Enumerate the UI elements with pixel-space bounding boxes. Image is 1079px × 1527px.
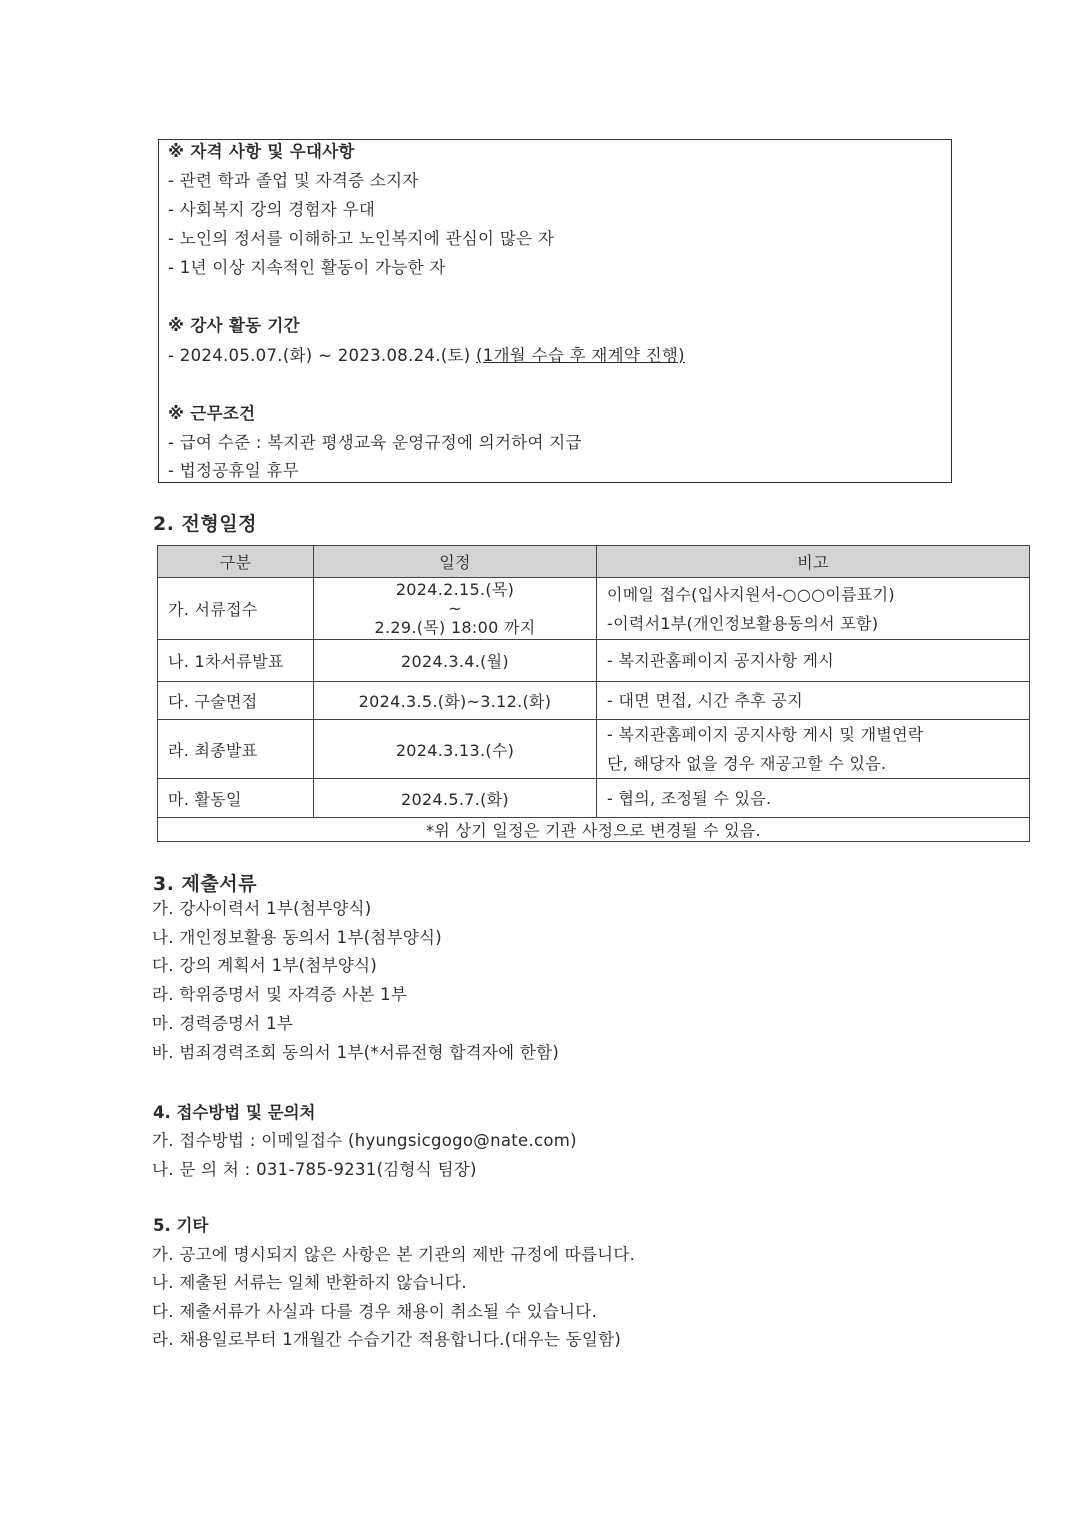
row-note-line: - 복지관홈페이지 공지사항 게시 및 개별연락	[607, 725, 924, 744]
table-header-row	[158, 546, 1030, 578]
schedule-table	[157, 545, 1030, 842]
period-heading: ※ 강사 활동 기간	[168, 316, 300, 335]
table-row	[158, 779, 1030, 818]
row-date: 2024.5.7.(화)	[314, 779, 597, 818]
document-item: 라. 학위증명서 및 자격증 사본 1부	[152, 985, 408, 1004]
etc-item: 라. 채용일로부터 1개월간 수습기간 적용합니다.(대우는 동일함)	[152, 1330, 622, 1349]
row-note: - 대면 면접, 시간 추후 공지	[597, 682, 1030, 720]
row-date: 2024.3.13.(수)	[314, 720, 597, 779]
table-row	[158, 640, 1030, 682]
schedule-footnote: *위 상기 일정은 기관 사정으로 변경될 수 있음.	[158, 818, 1030, 842]
work-heading: ※ 근무조건	[168, 404, 256, 423]
row-date: 2024.3.4.(월)	[314, 640, 597, 682]
row-date-line: 2024.2.15.(목)	[395, 580, 515, 599]
row-note: - 협의, 조정될 수 있음.	[597, 779, 1030, 818]
row-category: 마. 활동일	[158, 779, 314, 818]
qualification-item: - 노인의 정서를 이해하고 노인복지에 관심이 많은 자	[168, 229, 555, 248]
row-note	[597, 578, 1030, 640]
qualification-heading: ※ 자격 사항 및 우대사항	[168, 142, 355, 161]
row-category: 다. 구술면접	[158, 682, 314, 720]
row-note-line: 단, 해당자 없을 경우 재공고할 수 있음.	[607, 754, 887, 773]
header-date: 일정	[314, 546, 597, 578]
header-note: 비고	[597, 546, 1030, 578]
row-category: 라. 최종발표	[158, 720, 314, 779]
contact-title: 4. 접수방법 및 문의처	[153, 1103, 316, 1122]
contact-item: 가. 접수방법 : 이메일접수 (hyungsicgogo@nate.com)	[152, 1131, 577, 1150]
row-note: - 복지관홈페이지 공지사항 게시	[597, 640, 1030, 682]
row-date-line: 2.29.(목) 18:00 까지	[374, 618, 536, 637]
work-item: - 법정공휴일 휴무	[168, 461, 300, 480]
qualification-item: - 사회복지 강의 경험자 우대	[168, 200, 376, 219]
table-row	[158, 578, 1030, 640]
etc-item: 나. 제출된 서류는 일체 반환하지 않습니다.	[152, 1273, 467, 1292]
document-item: 가. 강사이력서 1부(첨부양식)	[152, 899, 372, 918]
table-row	[158, 682, 1030, 720]
document-item: 다. 강의 계획서 1부(첨부양식)	[152, 956, 378, 975]
period-text: - 2024.05.07.(화) ~ 2023.08.24.(토)	[168, 346, 471, 365]
document-item: 바. 범죄경력조회 동의서 1부(*서류전형 합격자에 한함)	[152, 1043, 560, 1062]
row-date-line: ~	[448, 599, 462, 618]
table-row	[158, 720, 1030, 779]
row-note-line: 이메일 접수(입사지원서-○○○이름표기)	[607, 584, 895, 604]
period-line	[168, 342, 685, 366]
row-note	[597, 720, 1030, 779]
schedule-title: 2. 전형일정	[153, 513, 257, 535]
etc-item: 다. 제출서류가 사실과 다를 경우 채용이 취소될 수 있습니다.	[152, 1302, 598, 1321]
documents-title: 3. 제출서류	[153, 873, 257, 895]
etc-title: 5. 기타	[153, 1216, 209, 1235]
row-category: 가. 서류접수	[158, 578, 314, 640]
qualification-item: - 1년 이상 지속적인 활동이 가능한 자	[168, 258, 446, 277]
contact-item: 나. 문 의 처 : 031-785-9231(김형식 팀장)	[152, 1160, 477, 1179]
etc-item: 가. 공고에 명시되지 않은 사항은 본 기관의 제반 규정에 따릅니다.	[152, 1245, 636, 1264]
document-item: 나. 개인정보활용 동의서 1부(첨부양식)	[152, 928, 443, 947]
period-note: (1개월 수습 후 재계약 진행)	[476, 346, 685, 365]
row-note-line: -이력서1부(개인정보활용동의서 포함)	[607, 613, 879, 633]
table-footnote-row	[158, 818, 1030, 842]
row-date: 2024.3.5.(화)~3.12.(화)	[314, 682, 597, 720]
document-item: 마. 경력증명서 1부	[152, 1014, 294, 1033]
row-date	[314, 578, 597, 640]
header-category: 구분	[158, 546, 314, 578]
work-item: - 급여 수준 : 복지관 평생교육 운영규정에 의거하여 지급	[168, 433, 582, 452]
row-category: 나. 1차서류발표	[158, 640, 314, 682]
qualification-item: - 관련 학과 졸업 및 자격증 소지자	[168, 171, 419, 190]
